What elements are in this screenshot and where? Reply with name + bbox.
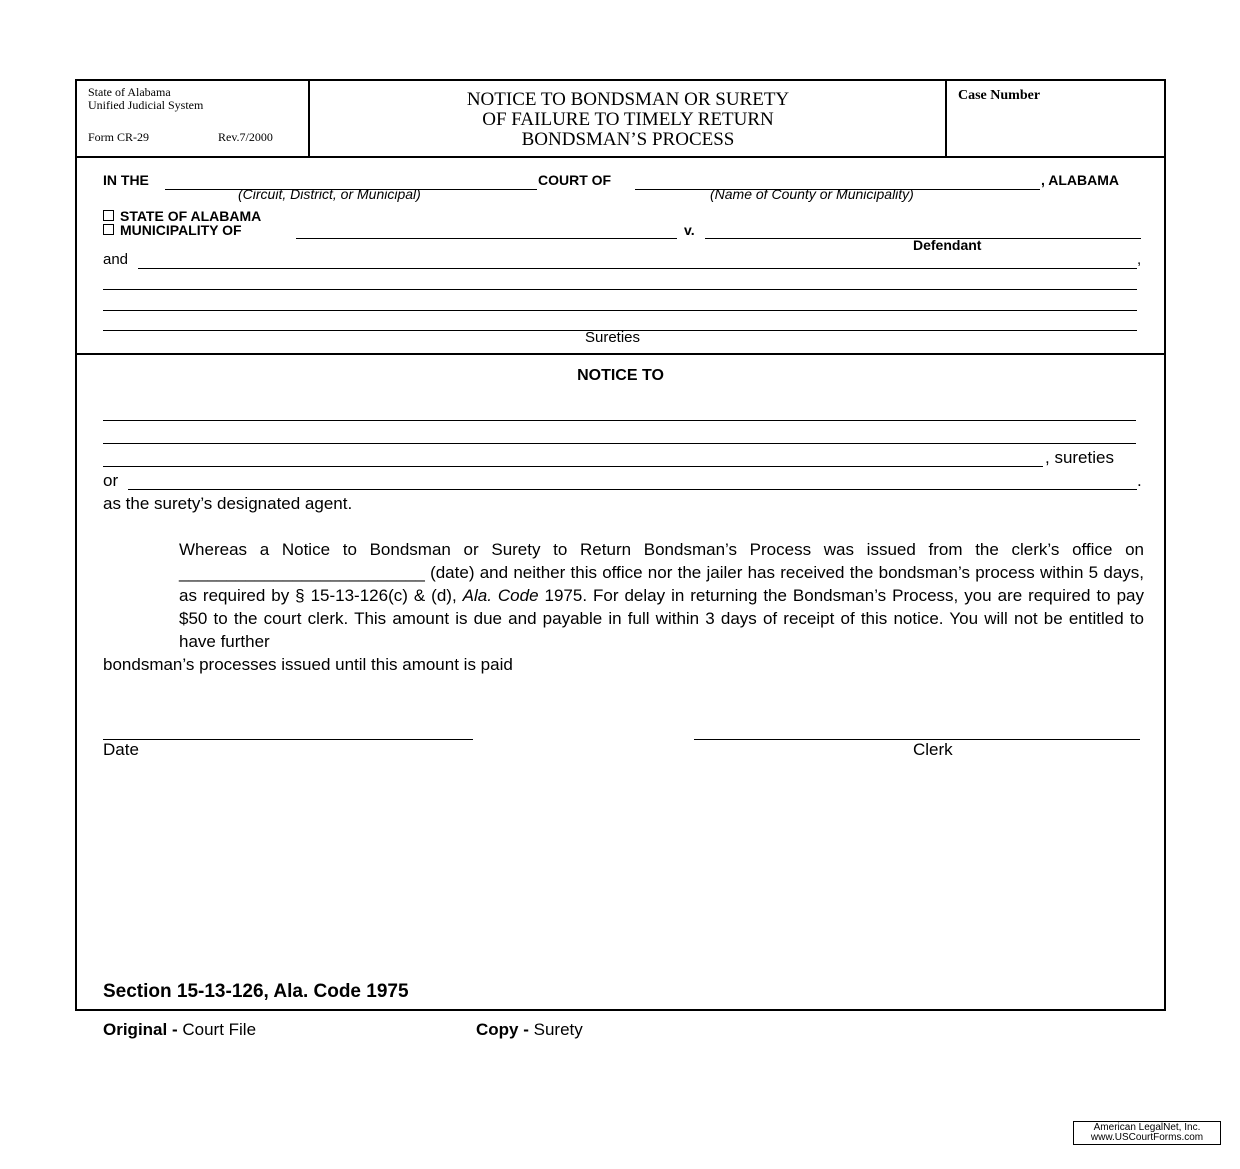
paragraph-middle: (date) and neither this office nor the jailer has received the bondsman’s process within 5 days, as required by § 15-13-126(c) & (d), <box>179 563 1144 605</box>
copy-distribution <box>476 1020 583 1040</box>
court-type-hint: (Circuit, District, or Municipal) <box>238 186 421 202</box>
agent-period: . <box>1137 471 1142 490</box>
paragraph-end: 1975. For delay in returning the Bondsman’s Process, you are required to pay $50 to the court clerk. This amount is due and payable in full within 3 days of receipt of this notice. You will not be entitled to have further <box>179 586 1144 651</box>
municipality-name-input[interactable] <box>296 238 677 239</box>
vendor-url: www.USCourtForms.com <box>1090 1132 1204 1143</box>
state-checkbox[interactable] <box>103 210 114 221</box>
alabama-label: , ALABAMA <box>1041 172 1120 188</box>
agent-text: as the surety’s designated agent. <box>103 494 353 513</box>
notice-body <box>75 353 1166 1011</box>
municipality-checkbox[interactable] <box>103 224 114 235</box>
paragraph-code-citation: Ala. Code <box>462 586 539 605</box>
original-label: Original - <box>103 1020 178 1039</box>
notice-recipient-line-1[interactable] <box>103 420 1136 421</box>
sureties-suffix: , sureties <box>1045 448 1114 467</box>
date-signature-line[interactable] <box>103 739 473 740</box>
agency-line-1: State of Alabama <box>88 85 171 99</box>
case-number-label: Case Number <box>958 88 1041 103</box>
paragraph-last-line: bondsman’s processes issued until this amount is paid <box>103 655 513 674</box>
date-label: Date <box>103 740 139 759</box>
vendor-name: American LegalNet, Inc. <box>1093 1122 1201 1133</box>
municipality-option-label: MUNICIPALITY OF <box>120 222 242 238</box>
agency-line-2: Unified Judicial System <box>88 98 204 112</box>
state-option-label: STATE OF ALABAMA <box>120 208 262 224</box>
municipality-option[interactable] <box>103 222 242 238</box>
court-of-label: COURT OF <box>538 172 612 188</box>
county-hint: (Name of County or Municipality) <box>710 186 914 202</box>
versus-label: v. <box>684 222 695 238</box>
agent-input[interactable] <box>128 489 1137 490</box>
and-label: and <box>103 251 129 268</box>
paragraph-start: Whereas a Notice to Bondsman or Surety to Return Bondsman’s Process was issued from the clerk’s office on <box>179 540 1144 559</box>
issue-date-field[interactable]: __________________________ <box>179 563 425 582</box>
form-title-line-2: OF FAILURE TO TIMELY RETURN <box>482 109 774 130</box>
form-title-line-3: BONDSMAN’S PROCESS <box>521 129 735 150</box>
in-the-label: IN THE <box>103 172 149 188</box>
form-title-line-1: NOTICE TO BONDSMAN OR SURETY <box>466 89 790 110</box>
section-reference: Section 15-13-126, Ala. Code 1975 <box>103 981 409 1002</box>
sureties-label: Sureties <box>585 329 641 346</box>
vendor-stamp <box>1073 1121 1221 1145</box>
original-value: Court File <box>177 1020 257 1039</box>
defendant-label: Defendant <box>913 237 982 253</box>
case-number-field[interactable] <box>950 108 1162 154</box>
notice-heading: NOTICE TO <box>577 367 664 384</box>
notice-recipient-line-3[interactable] <box>103 466 1043 467</box>
notice-recipient-line-2[interactable] <box>103 443 1136 444</box>
clerk-label: Clerk <box>913 740 953 759</box>
notice-paragraph <box>103 538 1144 676</box>
surety-line-1[interactable] <box>138 268 1137 269</box>
or-label: or <box>103 471 119 490</box>
form-number: Form CR-29 <box>88 130 150 144</box>
form-revision: Rev.7/2000 <box>218 130 273 144</box>
original-distribution <box>103 1020 256 1040</box>
surety-line-2[interactable] <box>103 289 1137 290</box>
surety-line-3[interactable] <box>103 310 1137 311</box>
surety-line-1-comma: , <box>1137 251 1142 268</box>
copy-value: Surety <box>528 1020 583 1039</box>
copy-label: Copy - <box>476 1020 529 1039</box>
